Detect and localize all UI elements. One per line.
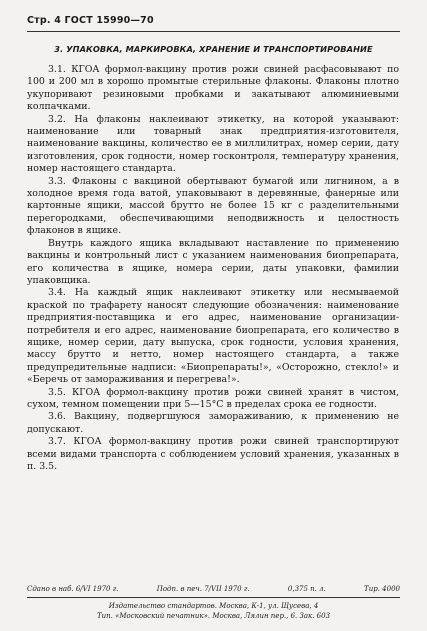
imprint-publisher: Издательство стандартов. Москва, К-1, ул. Щусева, 4 (108, 602, 319, 610)
paragraph-3-3-continued: Внутрь каждого ящика вкладывают наставление по применению вакцины и контрольный лист с указанием наименования биопрепарата, его количества в ящике, номера серии, даты упаковки, фамилии упаковщика. (27, 237, 399, 286)
page-header: Стр. 4 ГОСТ 15990—70 (27, 15, 154, 26)
footer-sheets: 0,375 п. л. (287, 585, 326, 593)
footer-rule (27, 597, 400, 598)
footer-signed-date: Подп. в печ. 7/VII 1970 г. (156, 585, 250, 593)
publisher-imprint (27, 602, 400, 621)
footer-circulation: Тир. 4000 (364, 585, 400, 593)
paragraph-3-6: 3.6. Вакцину, подвергшуюся замораживанию, к применению не допускают. (27, 411, 399, 435)
document-body (27, 64, 399, 473)
footer-sent-date: Сдано в наб. 6/VI 1970 г. (27, 585, 119, 593)
paragraph-3-3: 3.3. Флаконы с вакциной обертывают бумагой или лигнином, а в холодное время года ватой, упаковывают в деревянные, фанерные или картонные ящики, массой брутто не более 15 кг с разделительными перегородками, обеспечивающими неподвижность и целостность флаконов в ящике. (27, 175, 399, 237)
paragraph-3-1: 3.1. КГОА формол-вакцину против рожи свиней расфасовывают по 100 и 200 мл в хорошо промытые стерильные флаконы. Флаконы плотно укупоривают резиновыми пробками и закатывают алюминиевыми колпачками. (27, 64, 399, 113)
paragraph-3-4: 3.4. На каждый ящик наклеивают этикетку или несмываемой краской по трафарету наносят следующие обозначения: наименование предприятия-поставщика и его адрес, наименование организации-потребителя и его адрес, наименование биопрепарата, его количество в ящике, номер серии, дату выпуска, срок годности, условия хранения, массу брутто и нетто, номер настоящего стандарта, а также предупредительные надписи: «Биопрепараты!», «Осторожно, стекло!» и «Беречь от замораживания и перегрева!». (27, 287, 399, 386)
section-title: 3. УПАКОВКА, МАРКИРОВКА, ХРАНЕНИЕ И ТРАНСПОРТИРОВАНИЕ (54, 44, 373, 54)
paragraph-3-5: 3.5. КГОА формол-вакцину против рожи свиней хранят в чистом, сухом, темном помещении при 5—15°C в пределах срока ее годности. (27, 386, 399, 410)
imprint-printer: Тип. «Московский печатник». Москва, Лялин пер., 6. Зак. 603 (96, 611, 331, 620)
print-footer (27, 585, 400, 593)
header-rule (27, 31, 400, 32)
paragraph-3-7: 3.7. КГОА формол-вакцину против рожи свиней транспортируют всеми видами транспорта с соблюдением условий хранения, указанных в п. 3.5. (27, 436, 399, 472)
paragraph-3-2: 3.2. На флаконы наклеивают этикетку, на которой указывают: наименование или товарный знак предприятия-изготовителя, наименование вакцины, количество ее в миллилитрах, номер серии, дату изготовления, срок годности, номер госконтроля, температуру хранения, номер настоящего стандарта. (27, 113, 399, 175)
